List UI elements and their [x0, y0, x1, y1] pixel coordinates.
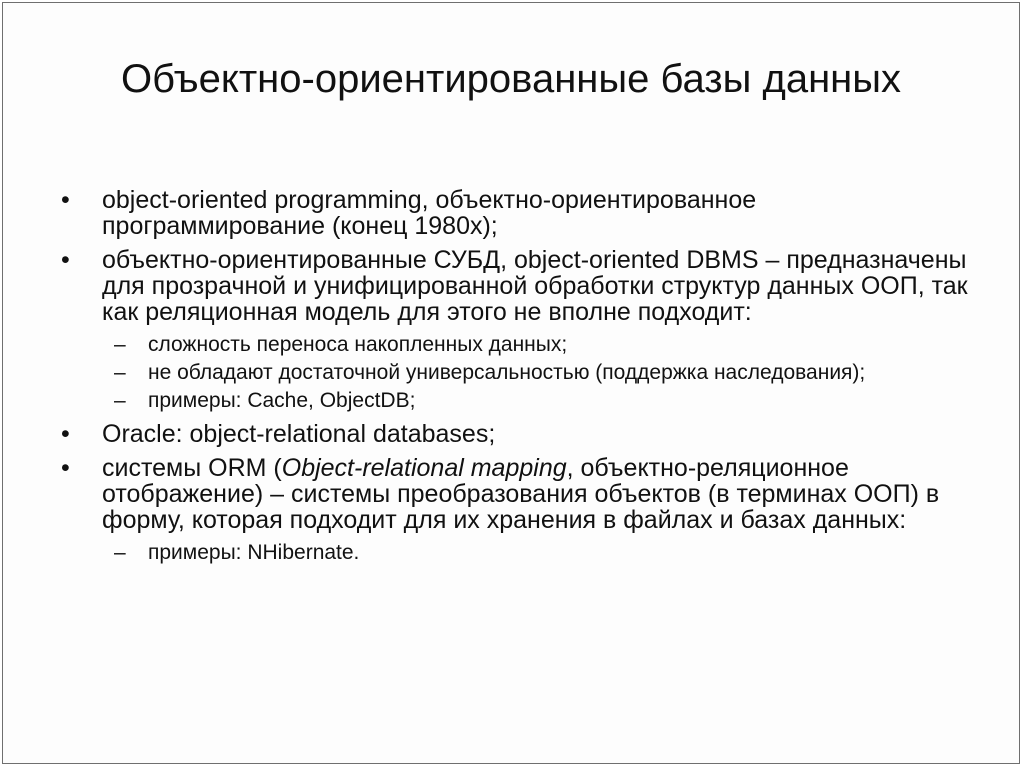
bullet-text: Oracle: object-relational databases;	[102, 420, 496, 448]
bullet-icon: •	[61, 246, 70, 274]
sub-item	[102, 541, 979, 565]
sub-item	[102, 361, 979, 385]
bullet-list	[61, 187, 979, 573]
bullet-icon: •	[61, 420, 70, 448]
slide	[2, 2, 1020, 764]
bullet-icon: •	[61, 454, 70, 482]
sub-list	[102, 541, 979, 565]
sub-item-text: сложность переноса накопленных данных;	[148, 333, 568, 356]
bullet-item-oodbms	[61, 247, 979, 413]
bullet-item-orm	[61, 455, 979, 565]
bullet-icon: •	[61, 186, 70, 214]
dash-icon: –	[114, 541, 126, 564]
bullet-text: объектно-ориентированные СУБД, object-oriented DBMS – предназначены для прозрачной и унифицированной обработки структур данных ООП, так как реляционная модель для этого не вполне подходит:	[102, 246, 968, 326]
bullet-text: object-oriented programming, объектно-ориентированное программирование (конец 1980х);	[102, 186, 757, 240]
dash-icon: –	[114, 333, 126, 356]
bullet-text-part: системы ORM (	[102, 454, 282, 482]
sub-list	[102, 333, 979, 413]
sub-item	[102, 333, 979, 357]
sub-item	[102, 389, 979, 413]
dash-icon: –	[114, 361, 126, 384]
bullet-item-oop	[61, 187, 979, 239]
sub-item-text: не обладают достаточной универсальностью (поддержка наследования);	[148, 361, 866, 384]
bullet-text-part: , объектно-реляционное отображение) – системы преобразования объектов (в терминах ООП) в форму, которая подходит для их хранения в файлах и базах данных:	[102, 454, 940, 534]
bullet-text-italic: Object-relational mapping	[281, 454, 567, 482]
bullet-text	[102, 454, 939, 534]
sub-item-text: примеры: Cache, ObjectDB;	[148, 389, 416, 412]
sub-item-text: примеры: NHibernate.	[148, 541, 360, 564]
bullet-item-oracle	[61, 421, 979, 447]
dash-icon: –	[114, 389, 126, 412]
slide-title: Объектно-ориентированные базы данных	[120, 57, 902, 101]
